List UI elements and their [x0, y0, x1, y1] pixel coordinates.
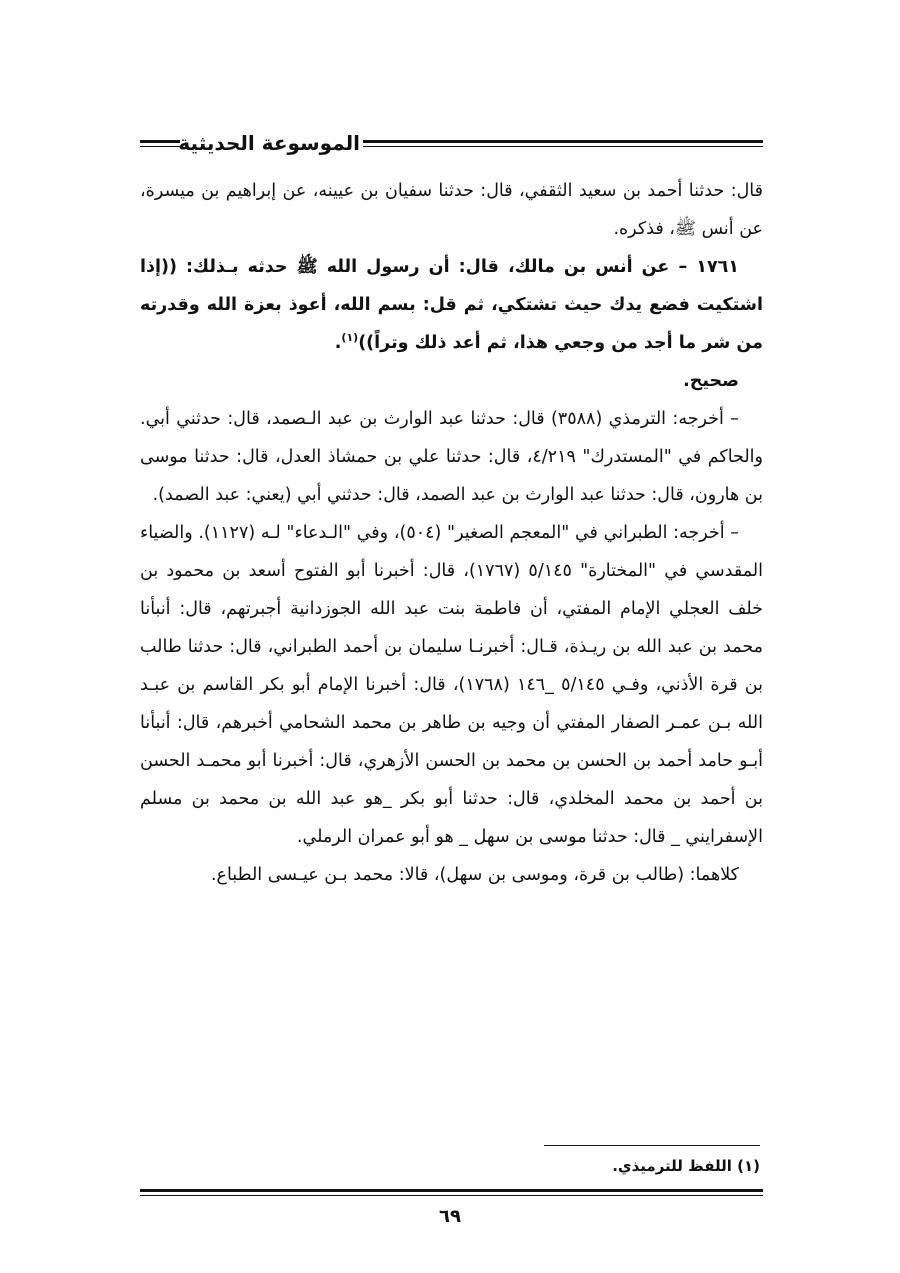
page-body — [140, 172, 763, 894]
footnote-marker: (١) — [341, 331, 359, 345]
paragraph-isnad-continuation: قال: حدثنا أحمد بن سعيد الثقفي، قال: حدثنا سفيان بن عيينه، عن إبراهيم بن ميسرة، عن أنس ﷺ، فذكره. — [140, 181, 763, 239]
running-header — [140, 128, 763, 158]
footnote: (١) اللفظ للترميذي. — [612, 1157, 760, 1175]
header-rule-right — [363, 140, 763, 147]
takhrij-tirmidhi: – أخرجه: الترمذي (٣٥٨٨) قال: حدثنا عبد الوارث بن عبد الـصمد، قال: حدثني أبي. والحاكم في "المستدرك" ٤/٢١٩، قال: حدثنا علي بن حمشاذ العدل، قال: حدثنا موسى بن هارون، قال: حدثنا عبد الوارث بن عبد الصمد، قال: حدثني أبي (يعني: عبد الصمد). — [140, 409, 763, 505]
header-title: الموسوعة الحديثية — [178, 131, 360, 155]
takhrij-tabarani: – أخرجه: الطبراني في "المعجم الصغير" (٥٠٤)، وفي "الـدعاء" لـه (١١٢٧). والضياء المقدسي في "المختارة" ٥/١٤٥ (١٧٦٧)، قال: أخبرنا أبو الفتوح أسعد بن محمود بن خلف العجلي الإمام المفتي، أن فاطمة بنت عبد الله الجوزدانية أجبرتهم، قال: أنبأنا محمد بن عبد الله بن ريـذة، قـال: أخبرنـا سليمان بن أحمد الطبراني، قال: حدثنا طالب بن قرة الأذني، وفـي ٥/١٤٥ _١٤٦ (١٧٦٨)، قال: أخبرنا الإمام أبو بكر القاسم بن عبـد الله بـن عمـر الصفار المفتي أن وجيه بن طاهر بن محمد الشحامي أخبرهم، قال: أنبأنا أبـو حامد أحمد بن الحسن بن محمد بن الحسن الأزهري، قال: أخبرنا أبو محمـد الحسن بن أحمد بن محمد المخلدي، قال: حدثنا أبو بكر _هو عبد الله بن محمد بن مسلم الإسفرايني _ قال: حدثنا موسى بن سهل _ هو أبو عمران الرملي. — [140, 523, 764, 847]
page-number: ٦٩ — [439, 1206, 461, 1227]
footnote-separator — [544, 1145, 760, 1146]
grading: صحيح. — [683, 371, 739, 391]
header-rule-left — [140, 140, 180, 147]
paragraph-conclusion: كلاهما: (طالب بن قرة، وموسى بن سهل)، قالا: محمد بـن عيـسى الطباع. — [210, 865, 739, 885]
hadith-1761-text: ١٧٦١ – عن أنس بن مالك، قال: أن رسول الله ﷺ حدثه بـذلك: ((إذا اشتكيت فضع يدك حيث تشتكي، ثم قل: بسم الله، أعوذ بعزة الله وقدرته من شر ما أجد من وجعي هذا، ثم أعد ذلك وتراً)) — [140, 257, 763, 353]
footer-rule — [140, 1189, 763, 1196]
hadith-1761: ١٧٦١ – عن أنس بن مالك، قال: أن رسول الله ﷺ حدثه بـذلك: ((إذا اشتكيت فضع يدك حيث تشتكي، ثم قل: بسم الله، أعوذ بعزة الله وقدرته من شر ما أجد من وجعي هذا، ثم أعد ذلك وتراً))$^{(١)}$. — [140, 257, 763, 353]
